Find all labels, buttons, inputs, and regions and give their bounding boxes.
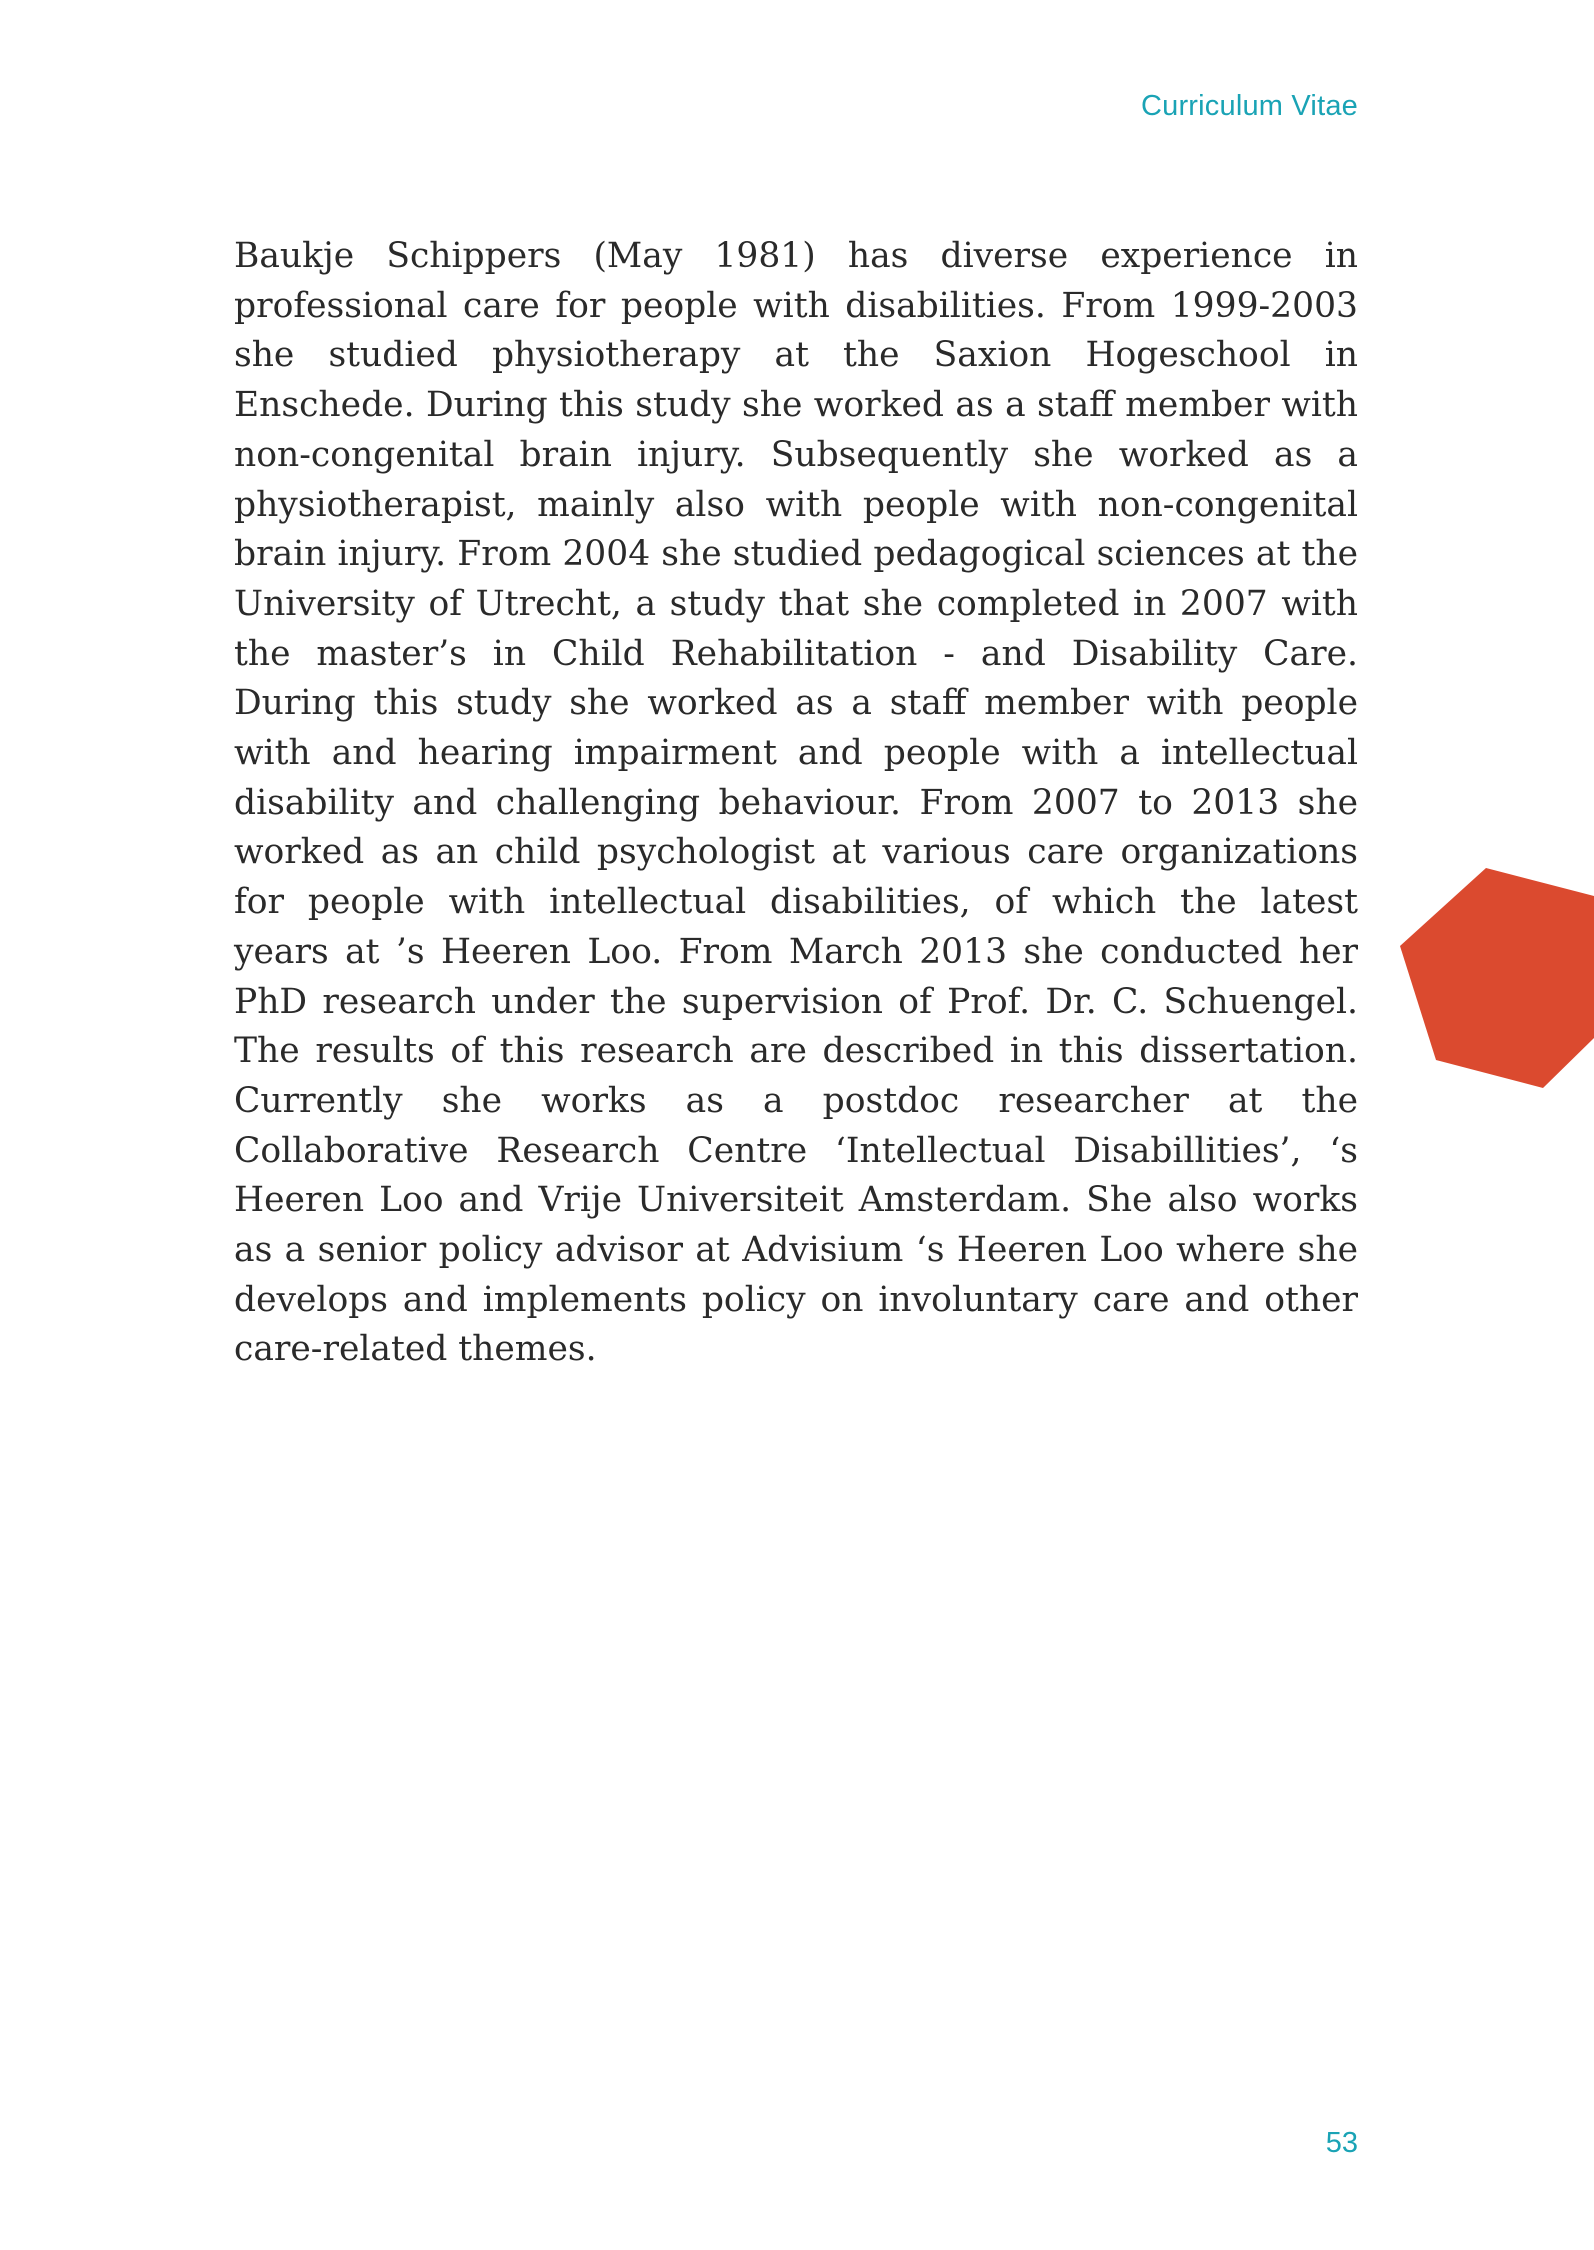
page-number: 53 [1325,2127,1358,2159]
hexagon-shape [1400,868,1594,1088]
cv-paragraph: Baukje Schippers (May 1981) has diverse experience in professional care for people with disabilities. From 1999-2003 she studied physiotherapy at the Saxion Hogeschool in Enschede. During this study she worked as a staff member with non-congenital brain injury. Subsequently she worked as a physiotherapist, mainly also with people with non-congenital brain injury. From 2004 she studied pedagogical sciences at the University of Utrecht, a study that she completed in 2007 with the master’s in Child Rehabilitation - and Disability Care. During this study she worked as a staff member with people with and hearing impairment and people with a intellectual disability and challenging behaviour. From 2007 to 2013 she worked as an child psychologist at various care organizations for people with intellectual disabilities, of which the latest years at ’s Heeren Loo. From March 2013 she conducted her PhD research under the supervision of Prof. Dr. C. Schuengel. The results of this research are described in this dissertation. Currently she works as a postdoc researcher at the Collaborative Research Centre ‘Intellectual Disabillities’, ‘s Heeren Loo and Vrije Universiteit Amsterdam. She also works as a senior policy advisor at Advisium ‘s Heeren Loo where she develops and implements policy on involuntary care and other care-related themes. [234,236,1358,1370]
hexagon-icon [1400,868,1594,1088]
running-header: Curriculum Vitae [1140,90,1358,122]
